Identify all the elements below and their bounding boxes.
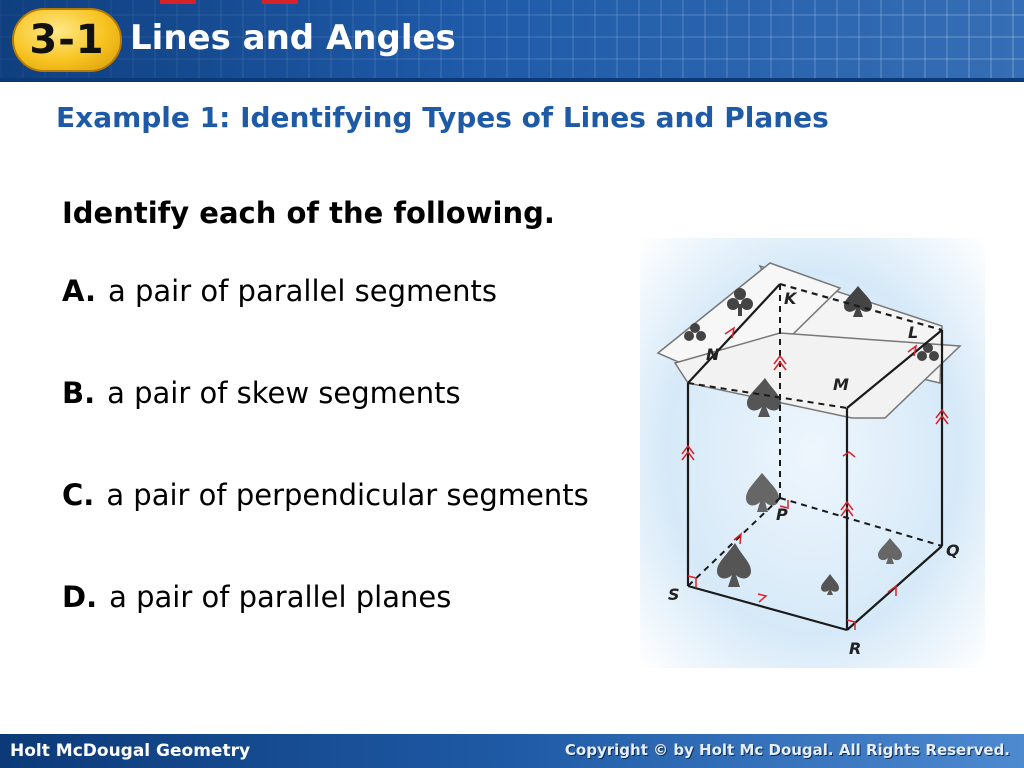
example-title: Example 1: Identifying Types of Lines and Planes xyxy=(56,101,829,134)
header-accent xyxy=(160,0,196,4)
item-text: a pair of skew segments xyxy=(107,376,461,410)
vertex-label-l: L xyxy=(908,323,919,342)
lesson-number: 3-1 xyxy=(29,17,105,63)
list-item xyxy=(62,376,461,410)
list-item xyxy=(62,580,451,614)
prism-diagram xyxy=(640,238,985,668)
prism-figure xyxy=(640,238,985,668)
header-band xyxy=(0,78,1024,82)
vertex-label-m: M xyxy=(833,375,849,394)
item-text: a pair of parallel planes xyxy=(109,580,452,614)
item-letter: C. xyxy=(62,478,95,512)
lesson-title: Lines and Angles xyxy=(130,18,456,58)
item-letter: A. xyxy=(62,274,96,308)
lesson-badge xyxy=(12,8,122,72)
item-text: a pair of perpendicular segments xyxy=(106,478,589,512)
vertex-label-p: P xyxy=(776,505,788,524)
vertex-label-n: N xyxy=(706,345,720,364)
item-letter: D. xyxy=(62,580,98,614)
vertex-label-r: R xyxy=(849,639,862,658)
item-letter: B. xyxy=(62,376,96,410)
spade-icon xyxy=(878,538,902,564)
footer-publisher: Holt McDougal Geometry xyxy=(10,741,251,761)
vertex-label-k: K xyxy=(784,289,797,308)
footer-copyright: Copyright © by Holt Mc Dougal. All Rights Reserved. xyxy=(564,741,1010,759)
list-item xyxy=(62,274,497,308)
spade-icon xyxy=(717,543,751,587)
spade-icon xyxy=(746,473,779,512)
right-angle-markers xyxy=(688,500,855,630)
item-text: a pair of parallel segments xyxy=(108,274,497,308)
list-item xyxy=(62,478,589,512)
vertex-label-q: Q xyxy=(946,541,960,560)
vertex-label-s: S xyxy=(668,585,680,604)
header-accent xyxy=(262,0,298,4)
footer-bar xyxy=(0,734,1024,768)
spade-icon xyxy=(821,574,839,595)
prompt-text: Identify each of the following. xyxy=(62,196,555,230)
